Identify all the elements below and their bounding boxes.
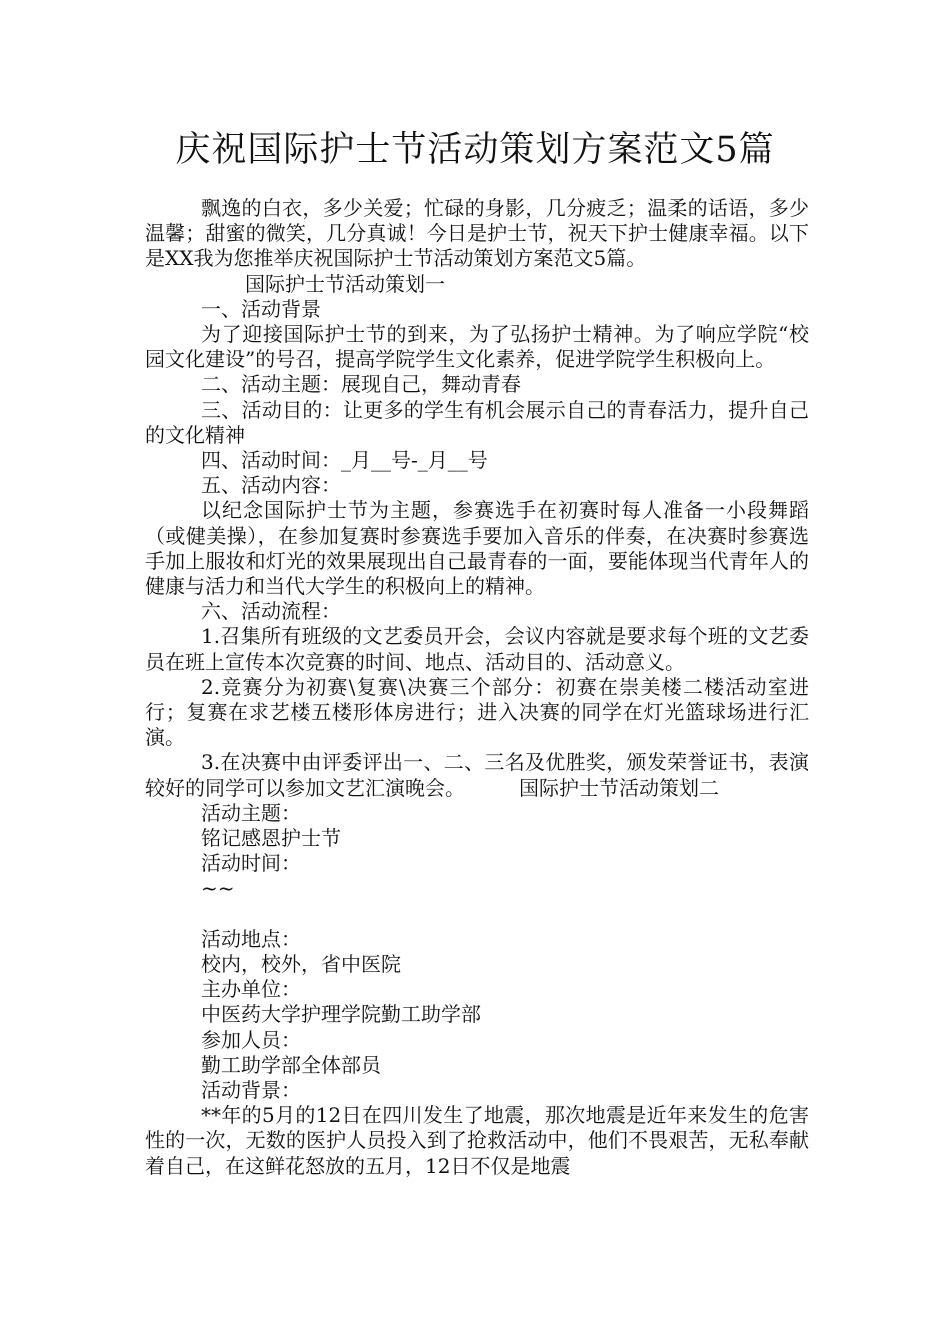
section-content-text: 以纪念国际护士节为主题，参赛选手在初赛时每人准备一小段舞蹈（或健美操），在参加复赛时参赛选手要加入音乐的伴奏，在决赛时参赛选手加上服妆和灯光的效果展现出自己最青春的一面，要能体现当代青年人的健康与活力和当代大学生的积极向上的精神。 [145, 498, 809, 599]
process-step-2: 2.竞赛分为初赛\复赛\决赛三个部分：初赛在崇美楼二楼活动室进行；复赛在求艺楼五楼形体房进行；进入决赛的同学在灯光篮球场进行汇演。 [145, 674, 809, 750]
plan2-place-label: 活动地点： [201, 926, 301, 951]
section-theme: 二、活动主题：展现自己，舞动青春 [201, 372, 521, 397]
plan2-org: 中医药大学护理学院勤工助学部 [201, 1002, 481, 1027]
plan2-background-text: **年的5月的12日在四川发生了地震，那次地震是近年来发生的危害性的一次，无数的医护人员投入到了抢救活动中，他们不畏艰苦，无私奉献着自己，在这鲜花怒放的五月，12日不仅是地震 [145, 1103, 809, 1178]
section-background-title: 一、活动背景 [201, 296, 321, 321]
plan2-time: ~~ [201, 876, 235, 901]
plan2-time-label: 活动时间： [201, 851, 301, 876]
plan2-theme: 铭记感恩护士节 [201, 826, 341, 851]
intro-paragraph: 飘逸的白衣，多少关爱；忙碌的身影，几分疲乏；温柔的话语，多少温馨；甜蜜的微笑，几分真诚！今日是护士节，祝天下护士健康幸福。以下是XX我为您推举庆祝国际护士节活动策划方案范文5篇。 [145, 196, 809, 271]
section-background-text: 为了迎接国际护士节的到来，为了弘扬护士精神。为了响应学院“校园文化建设”的号召，提高学院学生文化素养，促进学院学生积极向上。 [145, 322, 809, 372]
plan2-background-label: 活动背景： [201, 1077, 301, 1102]
process-step-3-with-plan2-heading [145, 750, 809, 800]
plan2-people-label: 参加人员： [201, 1027, 301, 1052]
blank-line [145, 902, 809, 927]
plan2-heading: 国际护士节活动策划二 [519, 775, 719, 800]
plan2-place: 校内，校外，省中医院 [201, 951, 401, 976]
section-time: 四、活动时间：_月__号-_月__号 [201, 448, 488, 473]
section-content-title: 五、活动内容： [201, 473, 341, 498]
section-process-title: 六、活动流程： [201, 599, 341, 624]
section-purpose: 三、活动目的：让更多的学生有机会展示自己的青春活力，提升自己的文化精神 [145, 397, 809, 447]
plan2-people: 勤工助学部全体部员 [201, 1052, 381, 1077]
document-body [145, 196, 809, 1179]
document-title: 庆祝国际护士节活动策划方案范文5篇 [175, 130, 775, 170]
plan1-heading: 国际护士节活动策划一 [245, 271, 445, 296]
plan2-theme-label: 活动主题： [201, 800, 301, 825]
process-step-1: 1.召集所有班级的文艺委员开会，会议内容就是要求每个班的文艺委员在班上宣传本次竞赛的时间、地点、活动目的、活动意义。 [145, 624, 809, 674]
plan2-org-label: 主办单位： [201, 977, 301, 1002]
process-step-3: 3.在决赛中由评委评出一、二、三名及优胜奖，颁发荣誉证书，表演较好的同学可以参加文艺汇演晚会。 [145, 750, 809, 800]
